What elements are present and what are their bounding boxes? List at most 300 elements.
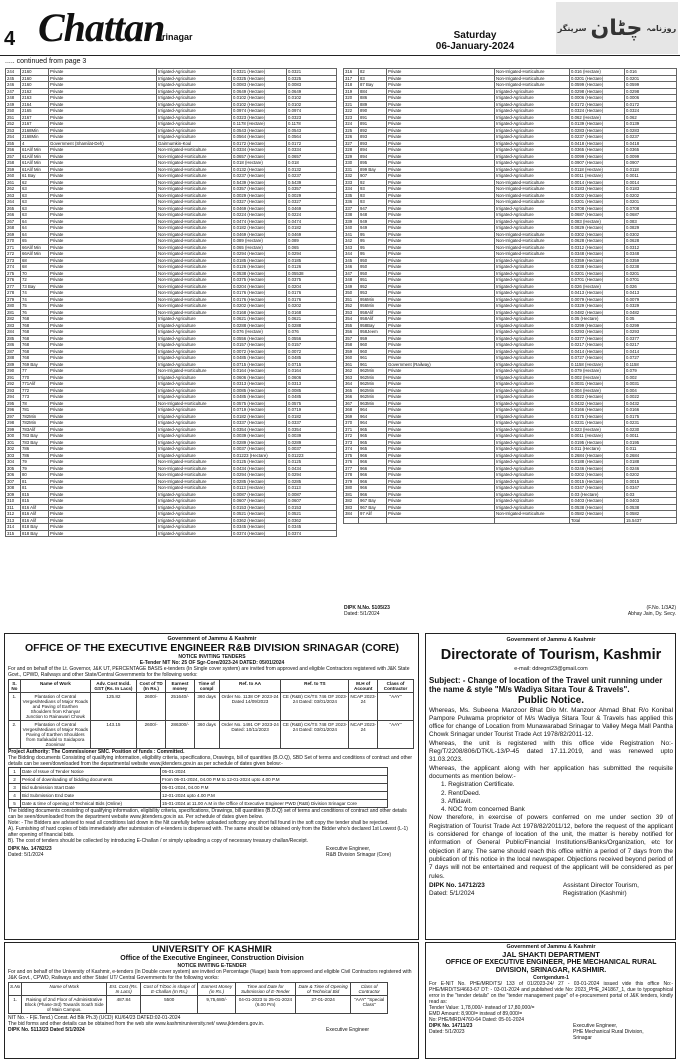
rb-works-table	[8, 679, 414, 749]
right-cell-5: 0.0202	[625, 192, 677, 199]
left-cell-5: 0.0153	[287, 504, 337, 511]
left-cell-3: Irrigated-Agriculture	[157, 426, 232, 433]
table-row	[344, 166, 677, 173]
left-cell-2: Private	[49, 361, 157, 368]
right-cell-2: Private	[387, 277, 495, 284]
right-cell-5: 0.0230	[625, 426, 677, 433]
left-cell-0: 252	[6, 121, 21, 128]
right-cell-2: Private	[387, 127, 495, 134]
left-cell-3: Irrigated-Agriculture	[157, 108, 232, 115]
left-cell-4: 0.0606 (Hectare)	[232, 374, 287, 381]
rb-col-header: Name of Work	[20, 680, 90, 693]
left-cell-1: 2167	[21, 121, 49, 128]
left-cell-3: Irrigated-Agriculture	[157, 413, 232, 420]
right-cell-1: 95	[359, 251, 387, 258]
right-cell-0: 355	[344, 322, 359, 329]
left-cell-3: Irrigated-Agriculture	[157, 530, 232, 537]
left-cell-2: Private	[49, 82, 157, 89]
right-cell-2: Private	[387, 329, 495, 336]
left-cell-5: 0.076	[287, 329, 337, 336]
left-cell-4: 0.0521 (Hectare)	[232, 511, 287, 518]
right-cell-2: Private	[387, 205, 495, 212]
table-row	[344, 426, 677, 433]
left-cell-0: 312	[6, 511, 21, 518]
left-cell-5: 0.0157	[287, 342, 337, 349]
left-cell-0: 314	[6, 524, 21, 531]
jal-office: OFFICE OF EXECUTIVE ENGINEER, PHE MECHANICAL RURAL DIVISION, SRINAGAR, KASHMIR.	[445, 959, 657, 974]
right-cell-3: Irrigated-Agriculture	[495, 160, 570, 167]
uok-col-header: S.No	[9, 983, 22, 996]
table-row	[344, 140, 677, 147]
right-cell-3: Irrigated-Agriculture	[495, 329, 570, 336]
left-cell-1: 2165	[21, 108, 49, 115]
left-cell-2: Private	[49, 407, 157, 414]
left-cell-5: 0.089	[287, 238, 337, 245]
rb-col-header: Adv. Cost Incld. GST (Rs. In Lacs)	[90, 680, 136, 693]
tourism-doc-item: 2. Rent/Deed.	[441, 789, 481, 797]
right-cell-5: 0.0201	[625, 199, 677, 206]
right-cell-1: 891	[359, 121, 387, 128]
right-cell-1: 956Min	[359, 296, 387, 303]
left-cell-0: 264	[6, 199, 21, 206]
right-cell-3: Irrigated-Agriculture	[495, 433, 570, 440]
left-cell-4: 0.0172 (Hectare)	[232, 140, 287, 147]
left-cell-1: 72	[21, 277, 49, 284]
right-cell-1: 82	[359, 69, 387, 76]
left-cell-4: 0.0102 (Hectare)	[232, 95, 287, 102]
right-cell-2: Private	[387, 283, 495, 290]
right-cell-2: Private	[387, 465, 495, 472]
jal-body: For E-NIT No. PHE/MRD/TS/ 133 of 01/2023-24/ 27 - 03-01-2024 issued vide this office No:- PHE/MRD/TS/4663-67 DT: - 03-01-2024 and published vide No: 2023_PHE_241867_1, due to typographical error in the "tender details" on the "tender management page" of e-procurement portal of J&K tenders, kindly read as:	[429, 981, 673, 1005]
left-cell-1: 768	[21, 348, 49, 355]
right-cell-5: 0.0299	[625, 322, 677, 329]
table-row	[344, 160, 677, 167]
right-cell-2: Private	[387, 303, 495, 310]
right-cell-4: 0.0701 (Hectare)	[570, 277, 625, 284]
right-cell-4: 0.0195 (Hectare)	[570, 439, 625, 446]
rb-schedule-cell: 4	[9, 792, 21, 800]
right-cell-3: Non-Irrigated-Horticulture	[495, 511, 570, 518]
right-cell-0: 338	[344, 212, 359, 219]
right-cell-0: 380	[344, 485, 359, 492]
left-cell-5: 0.0125	[287, 459, 337, 466]
left-cell-2: Private	[49, 290, 157, 297]
rb-cell: 286300/-	[166, 721, 194, 749]
right-cell-3: Non-Irrigated-Horticulture	[495, 251, 570, 258]
right-cell-1: 953	[359, 290, 387, 297]
left-cell-1: 74	[21, 290, 49, 297]
left-cell-5: 0.0039	[287, 433, 337, 440]
left-cell-0: 254	[6, 134, 21, 141]
right-cell-5: 0.0538	[625, 504, 677, 511]
left-cell-0: 292	[6, 381, 21, 388]
right-cell-1: 956Min	[359, 303, 387, 310]
left-cell-2: Private	[49, 381, 157, 388]
rb-schedule-cell: 12-01-2024 upto 4.00 P.M	[161, 792, 388, 800]
left-cell-4: 0.0288 (Hectare)	[232, 322, 287, 329]
right-cell-5: 0.002	[625, 374, 677, 381]
uok-cell: 487.84	[107, 996, 141, 1014]
tourism-para-1: Whereas, Ms. Subeena Manzoor Bhat D/o Mr. Manzoor Ahmad Bhat R/o Konibal Pampore Pulwama proprietor of M/s Wadiya Sitara Tour & Travels has applied this office for change of Location from Munawarabad Srinagar to Valley Mega Mall Pantha Chowk Srinagar under Tourist Trade Act 1978/82/2011-12.	[429, 706, 673, 739]
left-cell-4: 0.089 (Hectare)	[232, 238, 287, 245]
right-cell-4: 0.0175 (Hectare)	[570, 413, 625, 420]
right-cell-4: 0.0237 (Hectare)	[570, 134, 625, 141]
right-cell-0: 324	[344, 121, 359, 128]
right-cell-1: 950	[359, 264, 387, 271]
right-cell-5: 0.0359	[625, 257, 677, 264]
left-cell-3: Non-Irrigated-Horticulture	[157, 205, 232, 212]
left-cell-2: Private	[49, 225, 157, 232]
rb-schedule-cell: 15-01-2024 at 11.00 A.M in the Office of Executive Engineer PWD (R&B) Division Srinagar Core	[161, 800, 388, 808]
left-cell-3: Non-Irrigated-Horticulture	[157, 264, 232, 271]
right-cell-4: 0.0006 (Hectare)	[570, 95, 625, 102]
tourism-content	[429, 636, 673, 938]
issue-day: Saturday	[453, 30, 497, 41]
left-cell-5: 0.0321	[287, 69, 337, 76]
left-cell-5: 0.0354	[287, 426, 337, 433]
total-empty-cell	[359, 517, 387, 524]
right-cell-0: 350	[344, 290, 359, 297]
left-cell-0: 265	[6, 205, 21, 212]
right-cell-2: Private	[387, 69, 495, 76]
left-cell-3: Irrigated-Agriculture	[157, 407, 232, 414]
left-cell-3: Irrigated-Agriculture	[157, 381, 232, 388]
rb-nit-heading: NOTICE INVITING TENDERS	[178, 654, 246, 660]
right-cell-1: 962Min	[359, 387, 387, 394]
left-cell-5: 0.5439	[287, 179, 337, 186]
right-cell-4: 0.004 (Hectare)	[570, 387, 625, 394]
left-cell-0: 284	[6, 329, 21, 336]
left-cell-2: Private	[49, 251, 157, 258]
right-cell-2: Private	[387, 426, 495, 433]
rb-schedule-cell: 3	[9, 784, 21, 792]
table-row	[344, 400, 677, 407]
right-cell-4: 0.0118 (Hectare)	[570, 166, 625, 173]
left-cell-1: 816 Alif	[21, 511, 49, 518]
right-cell-2: Private	[387, 186, 495, 193]
right-cell-0: 352	[344, 303, 359, 310]
rb-schedule-table	[8, 767, 388, 808]
right-cell-5: 0.0582	[625, 511, 677, 518]
left-cell-2: Private	[49, 153, 157, 160]
left-cell-4: 0.0237 (Hectare)	[232, 173, 287, 180]
left-cell-5: 0.0202	[287, 303, 337, 310]
left-cell-0: 262	[6, 186, 21, 193]
left-cell-2: Private	[49, 387, 157, 394]
right-cell-2: Private	[387, 498, 495, 505]
left-cell-3: Non-Irrigated-Horticulture	[157, 459, 232, 466]
right-cell-1: 97 Alif	[359, 511, 387, 518]
left-cell-0: 245	[6, 75, 21, 82]
left-cell-4: 0.0087 (Hectare)	[232, 491, 287, 498]
left-cell-2: Private	[49, 238, 157, 245]
rb-schedule-row	[9, 776, 388, 784]
tourism-sign-1: Assistant Director Tourism,	[563, 881, 639, 889]
right-cell-2: Private	[387, 413, 495, 420]
left-cell-3: Non-Irrigated-Horticulture	[157, 257, 232, 264]
table-row	[344, 199, 677, 206]
left-cell-5: 0.0362	[287, 517, 337, 524]
left-cell-0: 278	[6, 290, 21, 297]
left-cell-4: 0.01223 (Hectare)	[232, 452, 287, 459]
right-cell-0: 326	[344, 134, 359, 141]
left-cell-0: 294	[6, 394, 21, 401]
right-cell-4: 0.079 (Hectare)	[570, 368, 625, 375]
left-cell-5: 0.0182	[287, 413, 337, 420]
rb-schedule-cell: 05-01-2024, 04.00 P.M	[161, 784, 388, 792]
left-cell-1: 2162	[21, 88, 49, 95]
jal-line-2: EMD Amount: 8,900/= instead of 89,000/=	[429, 1011, 523, 1017]
left-cell-1: 768	[21, 322, 49, 329]
left-cell-2: Private	[49, 114, 157, 121]
right-cell-1: 884	[359, 88, 387, 95]
right-cell-5: 0.0377	[625, 335, 677, 342]
left-cell-1: 61 Bay	[21, 173, 49, 180]
right-cell-2: Private	[387, 439, 495, 446]
left-cell-1: 80	[21, 472, 49, 479]
left-cell-5: 0.05538	[287, 270, 337, 277]
left-cell-5: 0.0327	[287, 199, 337, 206]
right-cell-0: 359	[344, 348, 359, 355]
jal-corrigendum: Corrigendum-1	[533, 975, 569, 981]
right-cell-1: 895	[359, 160, 387, 167]
left-cell-4: 0.0657 (Hectare)	[232, 153, 287, 160]
left-cell-1: 786	[21, 452, 49, 459]
uok-col-header: Name of Work	[22, 983, 107, 996]
right-cell-5: 0.0283	[625, 127, 677, 134]
left-cell-1: 77	[21, 368, 49, 375]
left-cell-5: 0.0649	[287, 88, 337, 95]
right-cell-1: 958Alif	[359, 316, 387, 323]
right-cell-1: 949	[359, 225, 387, 232]
left-cell-1: 781	[21, 407, 49, 414]
right-cell-1: 963Min	[359, 400, 387, 407]
tourism-dipk: DIPK No. 14712/23	[429, 881, 485, 889]
right-cell-1: 964	[359, 420, 387, 427]
rb-nit-number: E-Tender NIT No: 25 OF Sgr-Core/2023-24 DATED: 05/01/2024	[139, 660, 285, 666]
left-cell-5: 0.0294	[287, 472, 337, 479]
left-cell-0: 276	[6, 277, 21, 284]
right-cell-3: Irrigated-Agriculture	[495, 277, 570, 284]
table-row	[344, 153, 677, 160]
table-row	[344, 420, 677, 427]
left-cell-0: 302	[6, 446, 21, 453]
right-cell-1: 893	[359, 140, 387, 147]
left-cell-0: 249	[6, 101, 21, 108]
left-cell-5: 0.01223	[287, 452, 337, 459]
left-cell-4: 0.0621 (Hectare)	[232, 316, 287, 323]
left-cell-5: 0.0087	[287, 491, 337, 498]
left-cell-5: 0.018	[287, 160, 337, 167]
right-cell-1: 966	[359, 472, 387, 479]
table-row	[6, 530, 337, 537]
right-cell-2: Private	[387, 218, 495, 225]
right-cell-2: Private	[387, 374, 495, 381]
left-cell-5: 0.0204	[287, 283, 337, 290]
left-cell-2: Private	[49, 309, 157, 316]
left-cell-4: 0.0375 (Hectare)	[232, 277, 287, 284]
right-cell-0: 337	[344, 205, 359, 212]
right-cell-4: 0.0011 (Hectare)	[570, 433, 625, 440]
table-row	[344, 134, 677, 141]
right-cell-0: 371	[344, 426, 359, 433]
table-row	[344, 231, 677, 238]
left-cell-3: Non-Irrigated-Horticulture	[157, 147, 232, 154]
left-cell-4: 0.0285 (Hectare)	[232, 478, 287, 485]
left-cell-3: Non-Irrigated-Horticulture	[157, 277, 232, 284]
right-cell-1: 87 Bay	[359, 82, 387, 89]
urdu-city: سرینگر	[557, 23, 587, 33]
left-cell-3: Irrigated-Agriculture	[157, 504, 232, 511]
right-cell-4: 0.0907 (Hectare)	[570, 160, 625, 167]
left-cell-5: 0.065	[287, 244, 337, 251]
left-cell-5: 0.0072	[287, 348, 337, 355]
total-value: 15.5437	[625, 517, 677, 524]
left-cell-1: 2168Min	[21, 127, 49, 134]
right-cell-3: Irrigated-Agriculture	[495, 394, 570, 401]
left-cell-1: 2160	[21, 69, 49, 76]
right-cell-5: 0.0201	[625, 75, 677, 82]
left-cell-2: Private	[49, 160, 157, 167]
right-cell-3: Non-Irrigated-Horticulture	[495, 192, 570, 199]
table-row	[344, 173, 677, 180]
left-cell-4: 0.0153 (Hectare)	[232, 504, 287, 511]
left-cell-0: 296	[6, 407, 21, 414]
table-row	[344, 381, 677, 388]
left-cell-4: 0.0325 (Hectare)	[232, 75, 287, 82]
left-cell-3: Irrigated-Agriculture	[157, 335, 232, 342]
left-cell-0: 274	[6, 264, 21, 271]
left-cell-2: Private	[49, 452, 157, 459]
right-cell-2: Private	[387, 75, 495, 82]
left-cell-1: 63	[21, 186, 49, 193]
right-cell-2: Private	[387, 290, 495, 297]
right-cell-5: 0.0413	[625, 290, 677, 297]
left-cell-5: 0.0657	[287, 153, 337, 160]
left-cell-0: 270	[6, 238, 21, 245]
table-row	[344, 316, 677, 323]
left-cell-5: 0.0172	[287, 140, 337, 147]
left-cell-5: 0.0289	[287, 439, 337, 446]
left-cell-3: Irrigated-Agriculture	[157, 374, 232, 381]
right-cell-5: 0.0432	[625, 400, 677, 407]
left-cell-0: 303	[6, 452, 21, 459]
right-cell-1: 960	[359, 348, 387, 355]
left-cell-0: 246	[6, 82, 21, 89]
rb-authority: Project Authority: The Commissioner SMC. Position of funds : Committed.	[8, 749, 185, 755]
table-row	[344, 342, 677, 349]
right-cell-2: Private	[387, 491, 495, 498]
right-cell-3: Irrigated-Agriculture	[495, 413, 570, 420]
rb-col-header: Ref. to AA	[219, 680, 281, 693]
uok-subtitle: Office of the Executive Engineer, Construction Division	[120, 955, 304, 962]
tourism-sign-2: Registration (Kashmir)	[563, 890, 627, 898]
right-cell-4: 0.0599 (Hectare)	[570, 82, 625, 89]
tourism-para-4: Now therefore, in exercise of powers conferred on me under section 39 of Registration of Tourist Trade Act 1978/82/2011/12, before the request of the applicant is considered for change of location of the unit, the matter is hereby notified for information of General Public/Financial Institutions/Banks/Organization, etc for objection if any. The same should reach this office within a period of 7 days from the publication of this notice in the local newspaper. Objections received beyond period of 7 days will not be entertained and request of the applicant will be considered as per rules.	[429, 814, 673, 880]
left-cell-5: 0.0102	[287, 95, 337, 102]
right-cell-4: 0.05 (Hectare)	[570, 316, 625, 323]
right-cell-1: 966	[359, 452, 387, 459]
left-cell-3: Non-Irrigated-Horticulture	[157, 270, 232, 277]
right-cell-2: Private	[387, 173, 495, 180]
left-cell-0: 308	[6, 485, 21, 492]
right-cell-5: 0.0302	[625, 231, 677, 238]
right-cell-5: 0.1158	[625, 361, 677, 368]
left-cell-4: 0.0334 (Hectare)	[232, 147, 287, 154]
right-cell-1: 890	[359, 108, 387, 115]
right-cell-4: 0.0298 (Hectare)	[570, 88, 625, 95]
right-cell-0: 358	[344, 342, 359, 349]
right-cell-3: Irrigated-Agriculture	[495, 381, 570, 388]
right-cell-5: 0.0414	[625, 348, 677, 355]
uok-col-header: Earnest Money (in Rs.)	[198, 983, 236, 996]
land-dipk: DIPK N.No. 5105/23	[344, 605, 390, 611]
left-cell-4: 0.0039 (Hectare)	[232, 433, 287, 440]
right-cell-0: 363	[344, 374, 359, 381]
left-cell-5: 0.1178	[287, 121, 337, 128]
uok-cell: 9,75,680/-	[198, 996, 236, 1014]
uok-cell: Raising of 2nd Floor of Administrative Block (Phase-3rd) Towards South Side of Main Campus.	[22, 996, 107, 1014]
right-cell-5: 0.0201	[625, 270, 677, 277]
left-cell-0: 266	[6, 212, 21, 219]
left-cell-4: 0.0469 (Hectare)	[232, 231, 287, 238]
right-cell-0: 327	[344, 140, 359, 147]
left-cell-1: 770	[21, 374, 49, 381]
right-cell-4: 0.002 (Hectare)	[570, 374, 625, 381]
left-cell-4: 0.0102 (Hectare)	[232, 101, 287, 108]
jal-gov: Government of Jammu & Kashmir	[506, 944, 596, 950]
right-cell-5: 0.083	[625, 218, 677, 225]
left-cell-1: 66Alif Min	[21, 251, 49, 258]
table-row	[344, 283, 677, 290]
left-cell-5: 0.0357	[287, 186, 337, 193]
left-cell-5: 0.0469	[287, 205, 337, 212]
right-cell-5: 0.0246	[625, 465, 677, 472]
right-cell-1: 967 Bay	[359, 498, 387, 505]
left-cell-3: Irrigated-Agriculture	[157, 439, 232, 446]
right-cell-2: Private	[387, 192, 495, 199]
right-cell-4: 0.011 (Hectare)	[570, 446, 625, 453]
rb-schedule-cell: 1	[9, 768, 21, 776]
right-cell-3: Irrigated-Agriculture	[495, 283, 570, 290]
table-row	[344, 264, 677, 271]
right-cell-2: Private	[387, 251, 495, 258]
right-cell-2: Private	[387, 166, 495, 173]
left-cell-5: 0.0288	[287, 322, 337, 329]
right-cell-1: 951	[359, 277, 387, 284]
right-cell-0: 319	[344, 88, 359, 95]
left-cell-4: 0.0327 (Hectare)	[232, 199, 287, 206]
right-cell-4: 0.0628 (Hectare)	[570, 238, 625, 245]
left-cell-3: Non-Irrigated-Horticulture	[157, 290, 232, 297]
left-cell-3: Irrigated-Agriculture	[157, 524, 232, 531]
right-cell-4: 0.03 (Hectare)	[570, 491, 625, 498]
left-cell-4: 0.0202 (Hectare)	[232, 303, 287, 310]
left-cell-0: 263	[6, 192, 21, 199]
right-cell-3: Irrigated-Agriculture	[495, 439, 570, 446]
left-cell-2: Private	[49, 270, 157, 277]
left-cell-0: 298	[6, 420, 21, 427]
right-cell-1: 964	[359, 407, 387, 414]
uok-col-header: Date & Time of Opening of Technical Bid	[295, 983, 351, 996]
right-cell-3: Irrigated-Agriculture	[495, 290, 570, 297]
right-cell-3: Irrigated-Agriculture	[495, 264, 570, 271]
left-cell-1: 773	[21, 394, 49, 401]
left-cell-1: 783Alif	[21, 426, 49, 433]
left-cell-4: 0.0607 (Hectare)	[232, 498, 287, 505]
right-cell-1: 966	[359, 478, 387, 485]
right-cell-5: 0.03	[625, 491, 677, 498]
